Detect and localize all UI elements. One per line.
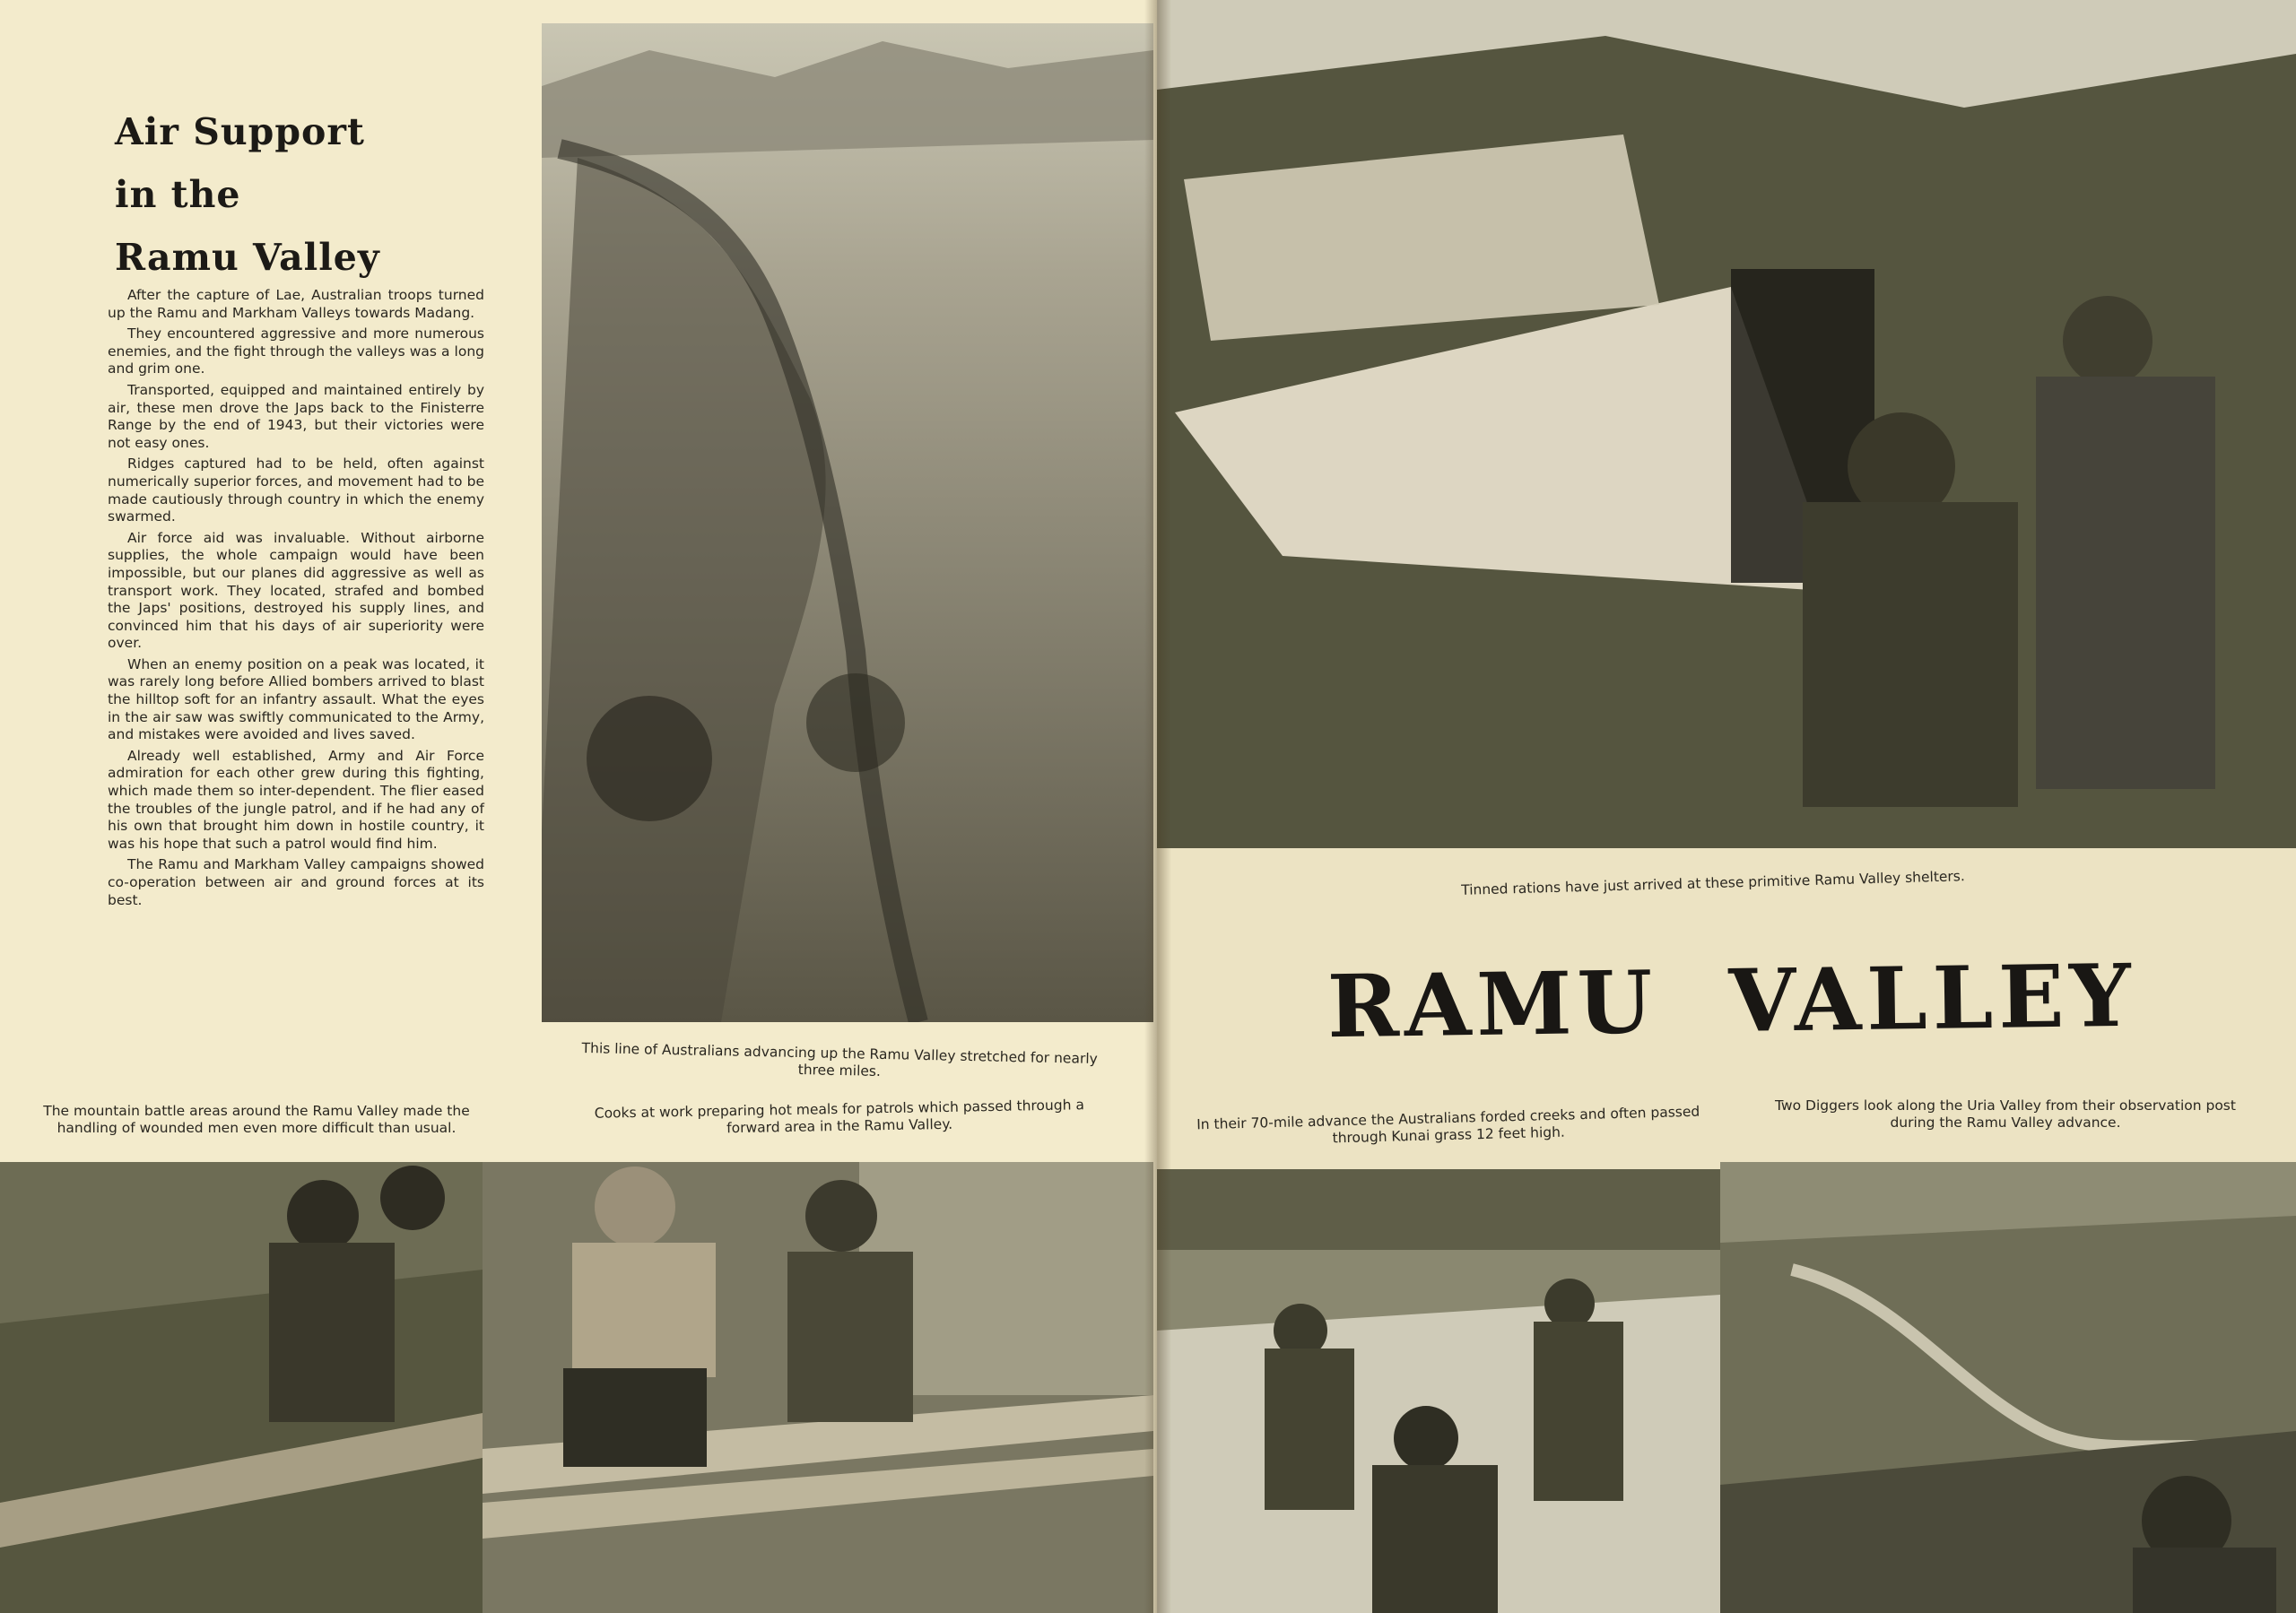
caption-forded: In their 70-mile advance the Australians forded creeks and often passed through Kunai grass 12 feet high.: [1196, 1103, 1700, 1147]
page-gutter: [1144, 0, 1171, 1613]
article-paragraph: When an enemy position on a peak was located, it was rarely long before Allied bombers arrived to blast the hilltop soft for an infantry assault. What the eyes in the air saw was swiftly communicated to the Army, and mistakes were avoided and lives saved.: [108, 655, 484, 743]
article-title: [115, 100, 491, 289]
photo-troops-advancing: [542, 23, 1153, 1022]
photo-cooks-at-work: [483, 1162, 1153, 1613]
caption-observation: Two Diggers look along the Uria Valley from their observation post during the Ramu Valley advance.: [1775, 1097, 2236, 1131]
caption-cooks: Cooks at work preparing hot meals for patrols which passed through a forward area in the Ramu Valley.: [594, 1097, 1085, 1137]
photo-ramu-valley-shelters: [1157, 0, 2296, 848]
caption-wounded: The mountain battle areas around the Ramu Valley made the handling of wounded men even more difficult than usual.: [43, 1103, 470, 1136]
caption-shelters: Tinned rations have just arrived at these primitive Ramu Valley shelters.: [1460, 868, 1966, 898]
article-title-line-2: in the: [115, 173, 241, 216]
article-paragraph: They encountered aggressive and more numerous enemies, and the fight through the valleys was a long and grim one.: [108, 325, 484, 377]
article-paragraph: After the capture of Lae, Australian troops turned up the Ramu and Markham Valleys towards Madang.: [108, 287, 484, 321]
photo-wounded-men: [0, 1162, 483, 1613]
caption-troops: This line of Australians advancing up the Ramu Valley stretched for nearly three miles.: [581, 1039, 1098, 1080]
article-title-line-1: Air Support: [115, 110, 365, 153]
photo-fording-creek: [1157, 1169, 1720, 1613]
article-title-line-3: Ramu Valley: [115, 236, 380, 279]
article-body: [108, 287, 484, 913]
article-paragraph: The Ramu and Markham Valley campaigns showed co-operation between air and ground forces at its best.: [108, 856, 484, 908]
photo-observation-post: [1720, 1162, 2296, 1613]
article-paragraph: Ridges captured had to be held, often against numerically superior forces, and movement had to be made cautiously through country in which the enemy swarmed.: [108, 455, 484, 525]
article-paragraph: Already well established, Army and Air Force admiration for each other grew during this fighting, which made them so inter-dependent. The flier eased the troubles of the jungle patrol, and if he had any of his own that brought him down in hostile country, it was his hope that such a patrol would find him.: [108, 747, 484, 852]
article-paragraph: Transported, equipped and maintained entirely by air, these men drove the Japs back to the Finisterre Range by the end of 1943, but their victories were not easy ones.: [108, 381, 484, 451]
article-paragraph: Air force aid was invaluable. Without airborne supplies, the whole campaign would have been impossible, but our planes did aggressive as well as transport work. They located, strafed and bombed the Japs' positions, destroyed his supply lines, and convinced him that his days of air superiority were over.: [108, 529, 484, 652]
headline: RAMU VALLEY: [1326, 944, 2137, 1058]
